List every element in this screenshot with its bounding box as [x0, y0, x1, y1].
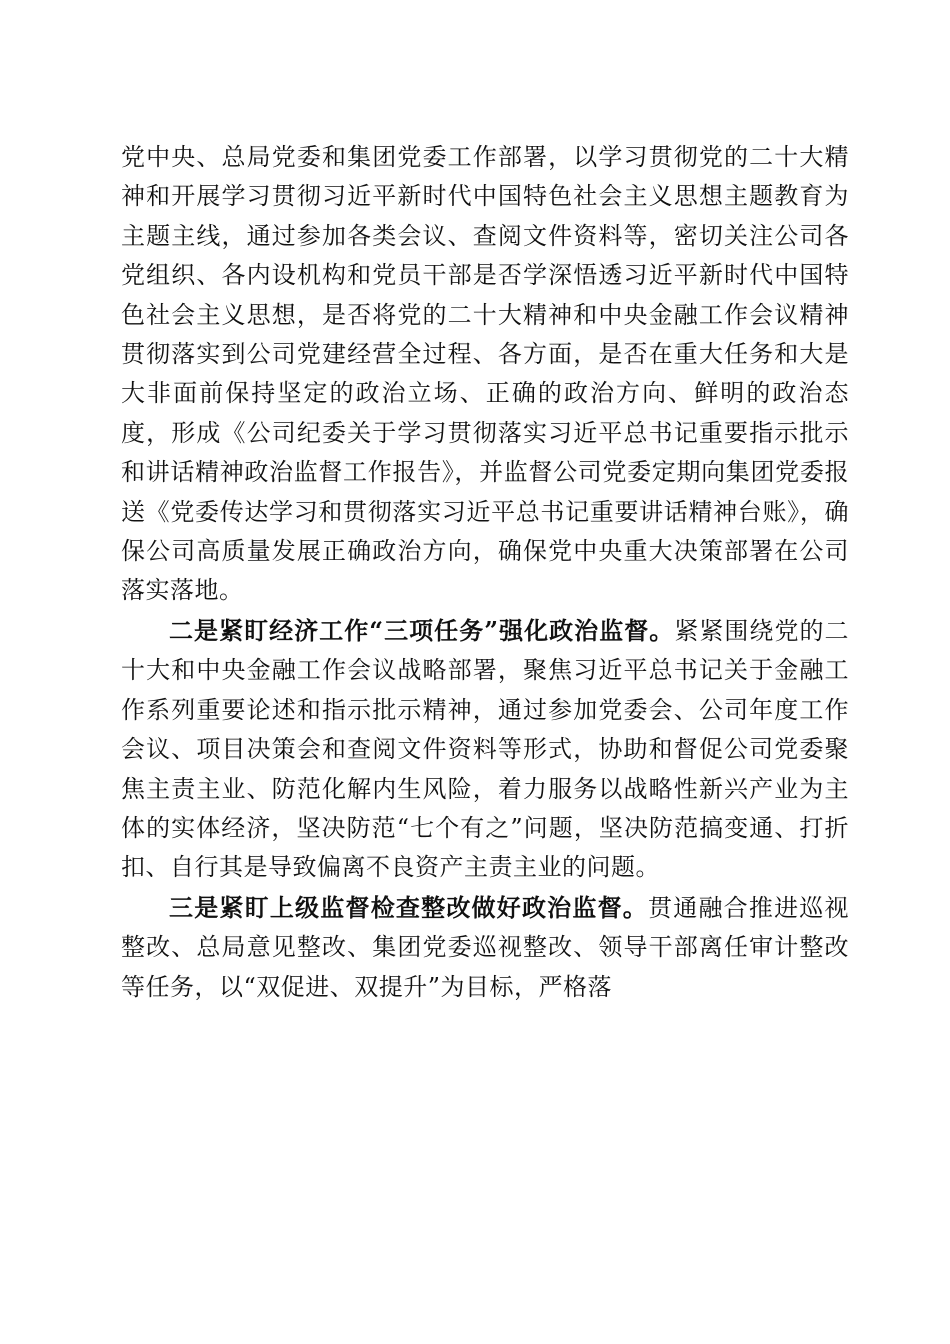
paragraph-continuation [121, 138, 849, 611]
paragraph-2-text: 紧紧围绕党的二十大和中央金融工作会议战略部署，聚焦习近平总书记关于金融工作系列重要论述和指示批示精神，通过参加党委会、公司年度工作会议、项目决策会和查阅文件资料等形式，协助和督促公司党委聚焦主责主业、防范化解内生风险，着力服务以战略性新兴产业为主体的实体经济，坚决防范“七个有之”问题，坚决防范搞变通、打折扣、自行其是导致偏离不良资产主责主业的问题。 [121, 616, 850, 882]
paragraph-1-text: 党中央、总局党委和集团党委工作部署，以学习贯彻党的二十大精神和开展学习贯彻习近平新时代中国特色社会主义思想主题教育为主题主线，通过参加各类会议、查阅文件资料等，密切关注公司各党组织、各内设机构和党员干部是否学深悟透习近平新时代中国特色社会主义思想，是否将党的二十大精神和中央金融工作会议精神贯彻落实到公司党建经营全过程、各方面，是否在重大任务和大是大非面前保持坚定的政治立场、正确的政治方向、鲜明的政治态度，形成《公司纪委关于学习贯彻落实习近平总书记重要指示批示和讲话精神政治监督工作报告》，并监督公司党委定期向集团党委报送《党委传达学习和贯彻落实习近平总书记重要讲话精神台账》，确保公司高质量发展正确政治方向，确保党中央重大决策部署在公司落实落地。 [121, 143, 849, 605]
paragraph-2-heading: 二是紧盯经济工作“三项任务”强化政治监督。 [169, 615, 675, 645]
paragraph-point-three [121, 888, 849, 1007]
document-body [121, 138, 849, 1007]
paragraph-3-heading: 三是紧盯上级监督检查整改做好政治监督。 [169, 892, 649, 922]
paragraph-point-two [121, 611, 849, 888]
paragraph-3-text: 贯通融合推进巡视整改、总局意见整改、集团党委巡视整改、领导干部离任审计整改等任务，以“双促进、双提升”为目标，严格落 [121, 893, 850, 1001]
